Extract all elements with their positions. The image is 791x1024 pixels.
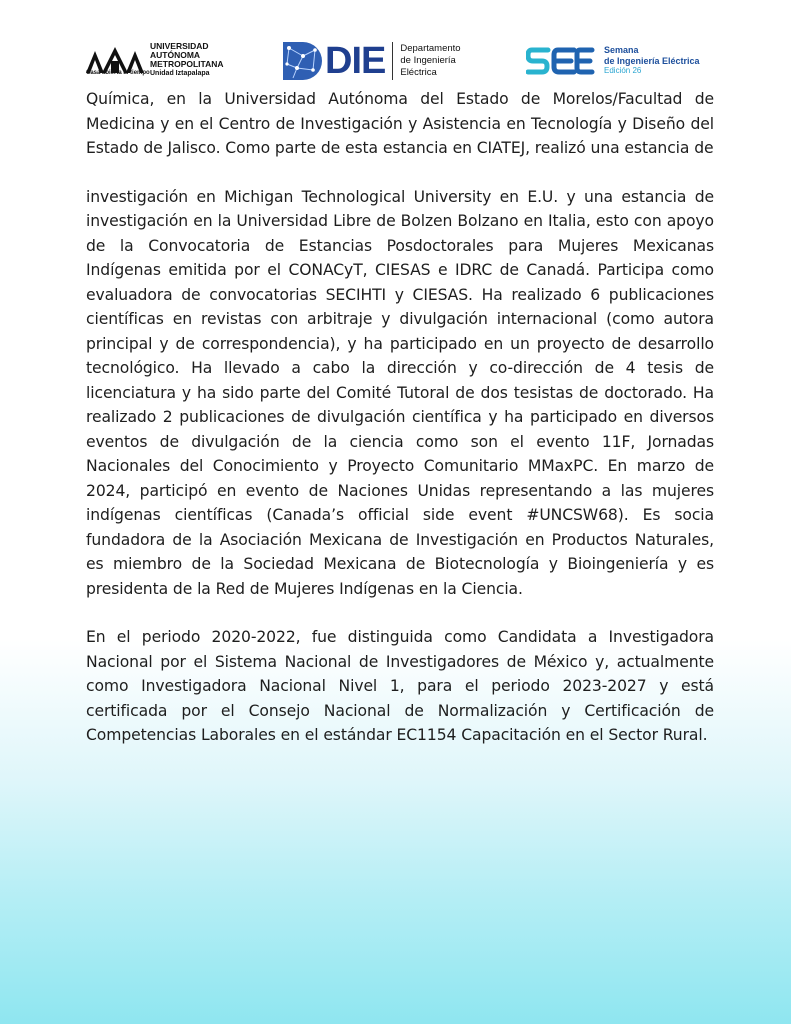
- die-divider: [392, 42, 393, 80]
- die-line-3: Eléctrica: [400, 67, 437, 78]
- sie-monogram-icon: [526, 46, 596, 76]
- die-logo: [283, 42, 461, 80]
- paragraph-distinctions: En el periodo 2020-2022, fue distinguida como Candidata a Investigadora Nacional por el Sistema Nacional de Investigadores de México y, actualmente como Investigadora Nacional Nivel 1, para el periodo 2023-2027 y está certificada por el Consejo Nacional de Normalización y Certificación de Competencias Laborales en el estándar EC1154 Capacitación en el Sector Rural.: [86, 628, 714, 744]
- page-header: [0, 0, 791, 90]
- sie-line-2: de Ingeniería Eléctrica: [604, 55, 700, 66]
- sie-line-3: Edición 26: [604, 66, 642, 75]
- uam-line-1: UNIVERSIDAD: [150, 41, 209, 51]
- die-line-1: Departamento: [400, 43, 461, 54]
- die-letters: DIE: [325, 40, 386, 82]
- paragraph-continued-intro: Química, en la Universidad Autónoma del Estado de Morelos/Facultad de Medicina y en el Centro de Investigación y Asistencia en Tecnología y Diseño del Estado de Jalisco. Como parte de esta estancia en CIATEJ, realizó una estancia de: [86, 90, 714, 157]
- uam-logo: [86, 42, 224, 78]
- uam-line-3: METROPOLITANA: [150, 59, 224, 69]
- uam-line-4: Unidad Iztapalapa: [150, 70, 210, 77]
- uam-wordmark: [150, 42, 224, 78]
- sie-logo: [526, 45, 700, 77]
- paragraph-research-career: investigación en Michigan Technological University en E.U. y una estancia de investigación en la Universidad Libre de Bolzen Bolzano en Italia, esto con apoyo de la Convocatoria de Estancias Posdoctorales para Mujeres Mexicanas Indígenas emitida por el CONACyT, CIESAS e IDRC de Canadá. Participa como evaluadora de convocatorias SECIHTI y CIESAS. Ha realizado 6 publicaciones científicas en revistas con arbitraje y divulgación internacional (como autora principal y de correspondencia), y ha participado en un proyecto de desarrollo tecnológico. Ha llevado a cabo la dirección y co-dirección de 4 tesis de licenciatura y ha sido parte del Comité Tutoral de dos tesistas de doctorado. Ha realizado 2 publicaciones de divulgación científica y ha participado en diversos eventos de divulgación de la ciencia como son el evento 11F, Jornadas Nacionales del Conocimiento y Proyecto Comunitario MMaxPC. En marzo de 2024, participó en evento de Naciones Unidas representando a las mujeres indígenas científicas (Canada’s official side event #UNCSW68). Es socia fundadora de la Asociación Mexicana de Investigación en Productos Naturales, es miembro de la Sociedad Mexicana de Biotecnología y Bioingeniería y es presidenta de la Red de Mujeres Indígenas en la Ciencia.: [86, 187, 714, 598]
- uam-motto: Casa abierta al tiempo: [86, 70, 150, 76]
- uam-line-2: AUTÓNOMA: [150, 50, 201, 60]
- network-globe-icon: [283, 42, 323, 80]
- document-body: [86, 87, 714, 748]
- sie-wordmark: [604, 45, 700, 77]
- die-line-2: de Ingeniería: [400, 55, 456, 66]
- die-wordmark: [400, 43, 460, 79]
- sie-line-1: Semana: [604, 45, 639, 55]
